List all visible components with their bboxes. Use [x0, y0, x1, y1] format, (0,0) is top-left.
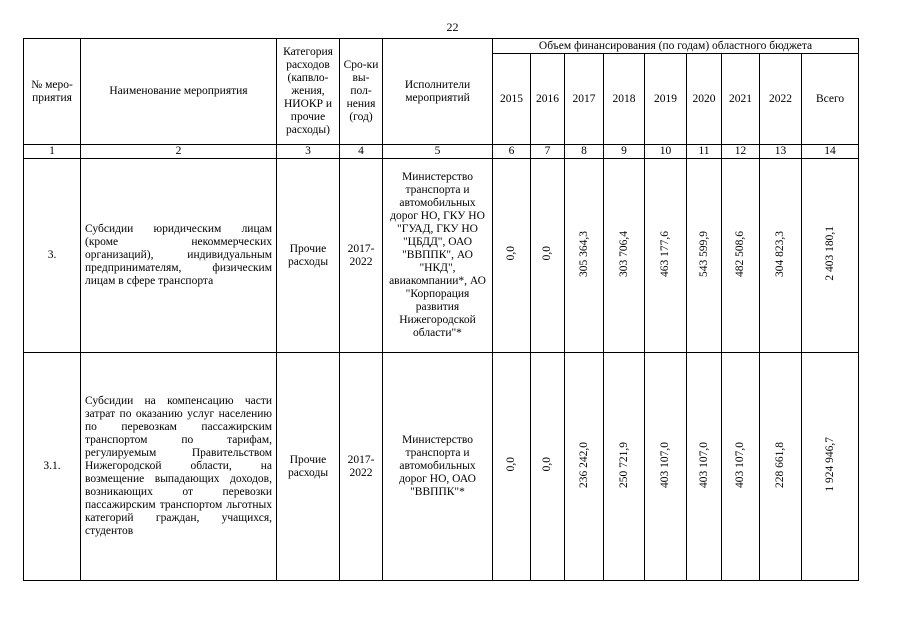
column-number: 7	[531, 145, 565, 159]
row-executors: Министерство транспорта и автомобильных дорог НО, ГКУ НО "ГУАД, ГКУ НО "ЦБДД", ОАО "ВВППК", АО "НКД", авиакомпании*, АО "Корпорация развития Нижегородской области"*	[383, 159, 493, 353]
page-number: 22	[446, 20, 459, 34]
column-number: 9	[604, 145, 645, 159]
value-text: 2 403 180,1	[823, 226, 836, 281]
value-text: 0,0	[541, 457, 553, 472]
column-number: 3	[277, 145, 340, 159]
column-number: 5	[383, 145, 493, 159]
header-year-2015: 2015	[493, 54, 531, 145]
column-number: 10	[645, 145, 687, 159]
row-category: Прочие расходы	[277, 159, 340, 353]
row-value-2020	[687, 353, 722, 581]
value-text: 543 599,9	[697, 230, 710, 277]
header-expense-category: Категория расходов (капвло-жения, НИОКР и прочие расходы)	[277, 39, 340, 145]
row-value-2016	[531, 353, 565, 581]
row-period: 2017-2022	[340, 159, 383, 353]
row-value-2018	[604, 159, 645, 353]
value-text: 1 924 946,7	[823, 437, 836, 492]
header-year-2018: 2018	[604, 54, 645, 145]
value-text: 0,0	[505, 246, 517, 261]
table-row	[24, 159, 859, 353]
row-value-2018	[604, 353, 645, 581]
header-period: Сро-ки вы-пол-нения (год)	[340, 39, 383, 145]
column-number: 11	[687, 145, 722, 159]
value-text: 482 508,6	[734, 230, 746, 277]
row-event-name: Субсидии на компенсацию части затрат по оказанию услуг населению по перевозкам пассажирским транспортом по тарифам, регулируемым Правительством Нижегородской области, на возмещение выпадающих доходов, возникающих от перевозки пассажирским транспортом льготных категорий граждан, учащихся, студентов	[81, 353, 277, 581]
header-year-2017: 2017	[565, 54, 604, 145]
row-value-2015	[493, 353, 531, 581]
value-text: 303 706,4	[617, 230, 630, 277]
value-text: 228 661,8	[774, 441, 786, 488]
row-value-2020	[687, 159, 722, 353]
row-value-total	[802, 159, 859, 353]
row-value-2016	[531, 159, 565, 353]
row-value-2017	[565, 159, 604, 353]
row-period: 2017-2022	[340, 353, 383, 581]
row-value-2022	[760, 353, 802, 581]
value-text: 403 107,0	[734, 441, 746, 488]
header-total: Всего	[802, 54, 859, 145]
value-text: 0,0	[541, 246, 553, 261]
value-text: 403 107,0	[659, 441, 671, 488]
row-category: Прочие расходы	[277, 353, 340, 581]
header-year-2022: 2022	[760, 54, 802, 145]
row-value-2019	[645, 353, 687, 581]
header-event-name: Наименование мероприятия	[81, 39, 277, 145]
row-number: 3.	[24, 159, 81, 353]
header-funding-group: Объем финансирования (по годам) областного бюджета	[493, 39, 859, 54]
header-year-2019: 2019	[645, 54, 687, 145]
row-value-2015	[493, 159, 531, 353]
value-text: 250 721,9	[617, 441, 630, 488]
header-event-number: № меро- приятия	[24, 39, 81, 145]
column-number: 14	[802, 145, 859, 159]
header-year-2016: 2016	[531, 54, 565, 145]
header-executors: Исполнители мероприятий	[383, 39, 493, 145]
value-text: 305 364,3	[577, 230, 590, 277]
row-event-name: Субсидии юридическим лицам (кроме некоммерческих организаций), индивидуальным предпринимателям, физическим лицам в сфере транспорта	[81, 159, 277, 353]
value-text: 463 177,6	[659, 230, 671, 277]
value-text: 304 823,3	[774, 230, 786, 277]
row-value-2021	[722, 159, 760, 353]
column-number: 4	[340, 145, 383, 159]
header-year-2020: 2020	[687, 54, 722, 145]
row-executors: Министерство транспорта и автомобильных дорог НО, ОАО "ВВППК"*	[383, 353, 493, 581]
row-value-2021	[722, 353, 760, 581]
row-value-2019	[645, 159, 687, 353]
row-number: 3.1.	[24, 353, 81, 581]
column-number: 6	[493, 145, 531, 159]
column-number: 2	[81, 145, 277, 159]
column-number: 8	[565, 145, 604, 159]
value-text: 403 107,0	[697, 441, 710, 488]
column-number: 12	[722, 145, 760, 159]
funding-table	[23, 38, 859, 581]
table-row	[24, 353, 859, 581]
value-text: 0,0	[505, 457, 517, 472]
value-text: 236 242,0	[577, 441, 590, 488]
column-number: 13	[760, 145, 802, 159]
header-year-2021: 2021	[722, 54, 760, 145]
row-value-2022	[760, 159, 802, 353]
row-value-total	[802, 353, 859, 581]
row-value-2017	[565, 353, 604, 581]
column-number: 1	[24, 145, 81, 159]
